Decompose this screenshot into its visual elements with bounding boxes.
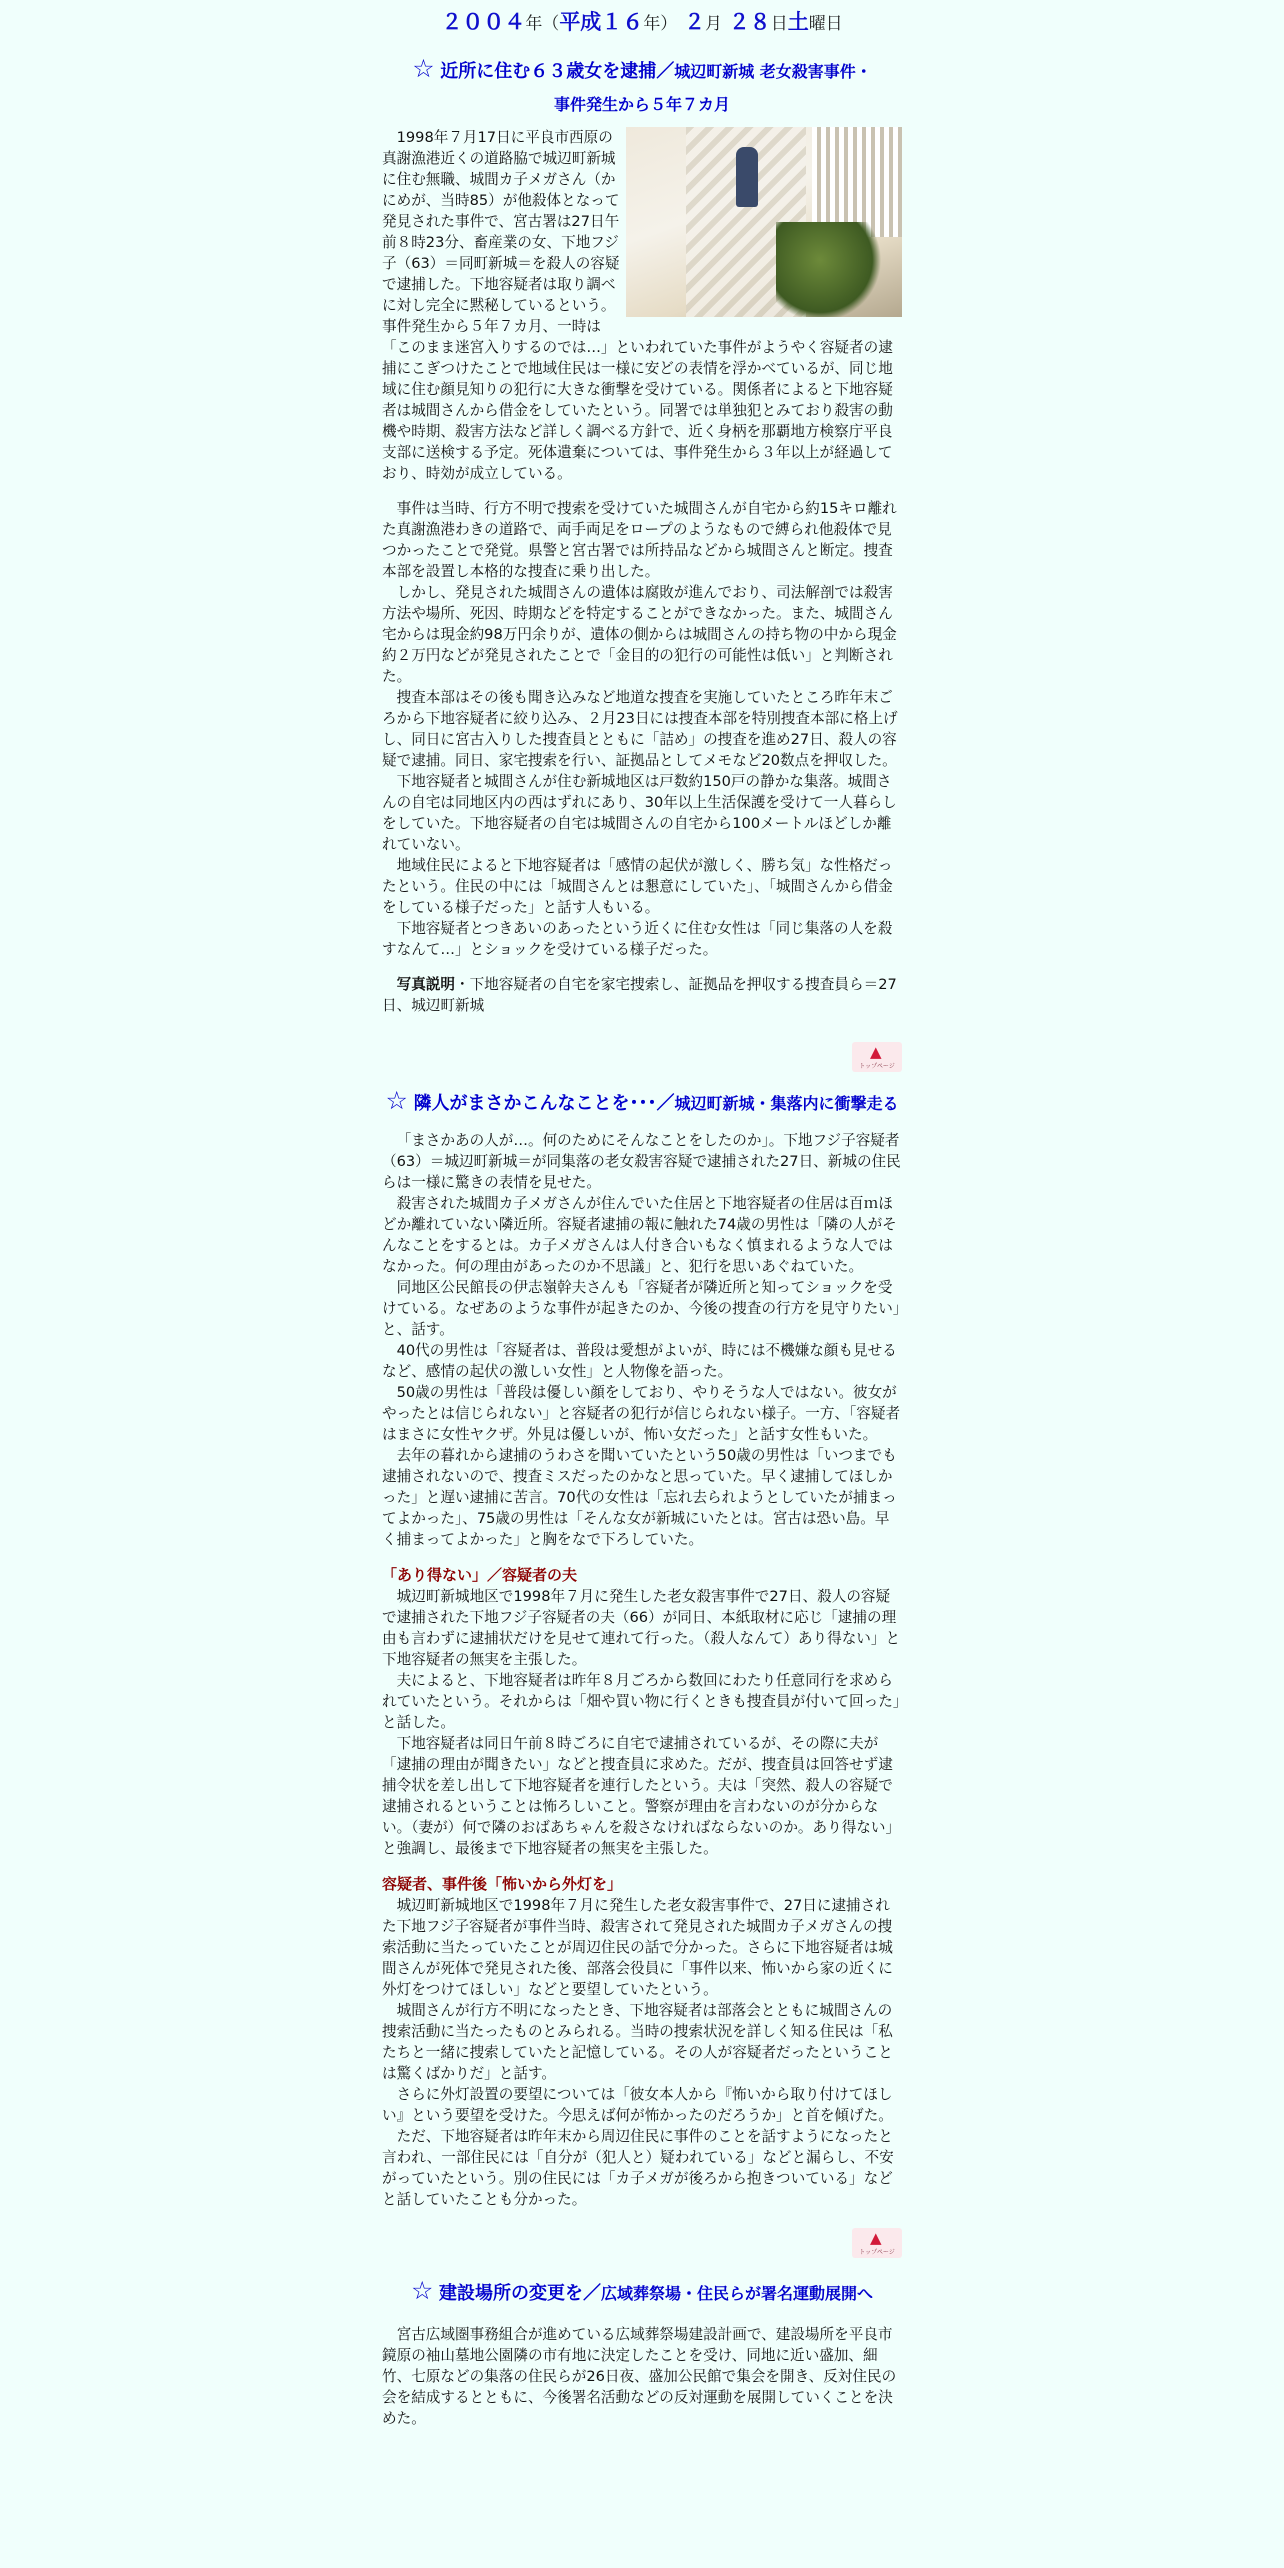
article1-paragraph: 地域住民によると下地容疑者は「感情の起伏が激しく、勝ち気」な性格だったという。住民の中には「城間さんとは懇意にしていた」、「城間さんから借金をしている様子だった」と話す人もいる。 <box>382 857 893 916</box>
article1-photo <box>626 127 902 317</box>
date-day: ２８ <box>728 10 771 34</box>
page-column <box>382 0 902 2429</box>
date-era-mark: 年） <box>643 14 678 34</box>
article2-sub2-paragraph: さらに外灯設置の要望については「彼女本人から『怖いから取り付けてほしい』という要望を受けた。今思えば何が怖かったのだろうか」と首を傾げた。 <box>382 2086 893 2124</box>
article2-sub2-paragraph: ただ、下地容疑者は昨年末から周辺住民に事件のことを話すようになったと言われ、一部住民には「自分が（犯人と）疑われている」などと漏らし、不安がっていたという。別の住民には「カ子メガが後ろから抱きついている」などと話していたことも分かった。 <box>382 2128 894 2208</box>
date-year-mark: 年（ <box>525 14 560 34</box>
article2-subheading-1: 「あり得ない」／容疑者の夫 <box>382 1566 578 1584</box>
article1-headline-rest: 城辺町新城 老女殺害事件・ <box>674 62 872 81</box>
article2-subheading-2: 容疑者、事件後「怖いから外灯を」 <box>382 1875 623 1893</box>
article1-headline <box>382 56 902 84</box>
top-page-button[interactable] <box>852 1042 902 1072</box>
article3-body <box>382 2324 902 2429</box>
star-icon: ☆ <box>412 54 435 83</box>
article1-paragraph: 捜査本部はその後も聞き込みなど地道な捜査を実施していたところ昨年末ごろから下地容疑者に絞り込み、２月23日には捜査本部を特別捜査本部に格上げし、同日に宮古入りした捜査員とともに「詰め」の捜査を進め27日、殺人の容疑で逮捕。同日、家宅捜索を行い、証拠品としてメモなど20数点を押収した。 <box>382 689 898 769</box>
article1-body <box>382 127 902 1016</box>
date-line <box>382 0 902 36</box>
flame-icon: ▲ <box>870 1043 882 1061</box>
flame-icon: ▲ <box>870 2229 882 2247</box>
article2-sub1-paragraph: 下地容疑者は同日午前８時ごろに自宅で逮捕されているが、その際に夫が「逮捕の理由が聞きたい」などと捜査員に求めた。だが、捜査員は回答せず逮捕令状を差し出して下地容疑者を連行したという。夫は「突然、殺人の容疑で逮捕されるということは怖ろしいこと。警察が理由を言わないのが分からない。（妻が）何で隣のおばあちゃんを殺さなければならないのか。あり得ない」と強調し、最後まで下地容疑者の無実を主張した。 <box>382 1735 901 1857</box>
article2-headline <box>382 1088 902 1116</box>
caption-text: ・下地容疑者の自宅を家宅捜索し、証拠品を押収する捜査員ら＝27日、城辺町新城 <box>382 976 897 1014</box>
star-icon: ☆ <box>410 2276 434 2305</box>
article2-body <box>382 1130 902 2210</box>
article2-paragraph: 殺害された城間カ子メガさんが住んでいた住居と下地容疑者の住居は百ｍほどか離れていない隣近所。容疑者逮捕の報に触れた74歳の男性は「隣の人がそんなことをするとは。カ子メガさんは人付き合いもなく慎まれるような人ではなかった。何の理由があったのか不思議」と、犯行を思いあぐねていた。 <box>382 1195 897 1275</box>
article2-headline-main: 隣人がまさかこんなことを･･･／ <box>413 1093 675 1114</box>
article2-sub2-paragraph: 城辺町新城地区で1998年７月に発生した老女殺害事件で、27日に逮捕された下地フジ子容疑者が事件当時、殺害されて発見された城間カ子メガさんの捜索活動に当たっていたことが周辺住民の話で分かった。さらに下地容疑者は城間さんが死体で発見された後、部落会役員に「事件以来、怖いから家の近くに外灯をつけてほしい」などと要望していたという。 <box>382 1897 893 1998</box>
date-weekday: 土 <box>787 10 809 34</box>
article2-headline-rest: 城辺町新城・集落内に衝撃走る <box>674 1094 899 1113</box>
date-era: 平成１６ <box>559 10 644 34</box>
top-page-label: トップページ <box>859 2249 895 2256</box>
date-year: ２００４ <box>441 10 526 34</box>
article2-paragraph: 同地区公民館長の伊志嶺幹夫さんも「容疑者が隣近所と知ってショックを受けている。なぜあのような事件が起きたのか、今後の捜査の行方を見守りたい」と、話す。 <box>382 1279 901 1338</box>
article2-paragraph: 去年の暮れから逮捕のうわさを聞いていたという50歳の男性は「いつまでも逮捕されないので、捜査ミスだったのかなと思っていた。早く逮捕してほしかった」と遅い逮捕に苦言。70代の女性は「忘れ去られようとしていたが捕まってよかった」、75歳の男性は「そんな女が新城にいたとは。宮古は恐い島。早く捕まってよかった」と胸をなで下ろしていた。 <box>382 1447 897 1548</box>
date-day-mark: 日 <box>770 14 788 34</box>
date-month-mark: 月 <box>705 14 722 34</box>
caption-label: 写真説明 <box>396 976 455 993</box>
photo-caption <box>382 974 902 1016</box>
article2-sub2-paragraph: 城間さんが行方不明になったとき、下地容疑者は部落会とともに城間さんの捜索活動に当たったものとみられる。当時の捜索状況を詳しく知る住民は「私たちと一緒に捜索していたと記憶している。その人が容疑者だったということは驚くばかりだ」と話す。 <box>382 2002 893 2082</box>
article3-headline-rest: 広域葬祭場・住民らが署名運動展開へ <box>600 2284 873 2303</box>
top-page-label: トップページ <box>859 1063 895 1070</box>
article1-headline-line2: 事件発生から５年７カ月 <box>553 95 730 114</box>
date-weekday-mark: 曜日 <box>808 14 843 34</box>
date-month: ２ <box>684 10 705 34</box>
article1-paragraph: 事件は当時、行方不明で捜索を受けていた城間さんが自宅から約15キロ離れた真謝漁港わきの道路で、両手両足をロープのようなもので縛られ他殺体で見つかったことで発覚。県警と宮古署では所持品などから城間さんと断定。捜査本部を設置し本格的な捜査に乗り出した。 <box>382 500 897 580</box>
star-icon: ☆ <box>385 1086 408 1115</box>
article1-paragraph: しかし、発見された城間さんの遺体は腐敗が進んでおり、司法解剖では殺害方法や場所、死因、時期などを特定することができなかった。また、城間さん宅からは現金約98万円余りが、遺体の側からは城間さんの持ち物の中から現金約２万円などが発見されたことで「金目的の犯行の可能性は低い」と判断された。 <box>382 584 897 685</box>
article1-paragraph: 1998年７月17日に平良市西原の真謝漁港近くの道路脇で城辺町新城に住む無職、城間カ子メガさん（かにめが、当時85）が他殺体となって発見された事件で、宮古署は27日午前８時23分、畜産業の女、下地フジ子（63）＝同町新城＝を殺人の容疑で逮捕した。下地容疑者は取り調べに対し完全に黙秘しているという。事件発生から５年７カ月、一時は「このまま迷宮入りするのでは…」といわれていた事件がようやく容疑者の逮捕にこぎつけたことで地域住民は一様に安どの表情を浮かべているが、同じ地域に住む顔見知りの犯行に大きな衝撃を受けている。関係者によると下地容疑者は城間さんから借金をしていたという。同署では単独犯とみており殺害の動機や時期、殺害方法など詳しく調べる方針で、近く身柄を那覇地方検察庁平良支部に送検する予定。死体遺棄については、事件発生から３年以上が経過しており、時効が成立している。 <box>382 129 893 482</box>
article2-sub1-paragraph: 夫によると、下地容疑者は昨年８月ごろから数回にわたり任意同行を求められていたという。それからは「畑や買い物に行くときも捜査員が付いて回った」と話した。 <box>382 1672 901 1731</box>
article1-headline-main: 近所に住む６３歳女を逮捕／ <box>440 61 675 82</box>
article3-paragraph: 宮古広域圏事務組合が進めている広域葬祭場建設計画で、建設場所を平良市鏡原の袖山墓地公園隣の市有地に決定したことを受け、同地に近い盛加、細竹、七原などの集落の住民らが26日夜、盛加公民館で集会を開き、反対住民の会を結成するとともに、今後署名活動などの反対運動を展開していくことを決めた。 <box>382 2326 897 2427</box>
article2-paragraph: 「まさかあの人が…。何のためにそんなことをしたのか」。下地フジ子容疑者（63）＝城辺町新城＝が同集落の老女殺害容疑で逮捕された27日、新城の住民らは一様に驚きの表情を見せた。 <box>382 1132 901 1191</box>
article3-headline-main: 建設場所の変更を／ <box>438 2283 601 2304</box>
article2-paragraph: 40代の男性は「容疑者は、普段は愛想がよいが、時には不機嫌な顔も見せるなど、感情の起伏の激しい女性」と人物像を語った。 <box>382 1342 897 1380</box>
article1-paragraph: 下地容疑者と城間さんが住む新城地区は戸数約150戸の静かな集落。城間さんの自宅は同地区内の西はずれにあり、30年以上生活保護を受けて一人暮らしをしていた。下地容疑者の自宅は城間さんの自宅から100メートルほどしか離れていない。 <box>382 773 897 853</box>
top-page-button[interactable] <box>852 2228 902 2258</box>
article2-sub1-paragraph: 城辺町新城地区で1998年７月に発生した老女殺害事件で27日、殺人の容疑で逮捕された下地フジ子容疑者の夫（66）が同日、本紙取材に応じ「逮捕の理由も言わずに逮捕状だけを見せて連れて行った。（殺人なんて）あり得ない」と下地容疑者の無実を主張した。 <box>382 1588 901 1668</box>
article3-headline <box>382 2278 902 2306</box>
article1-paragraph: 下地容疑者とつきあいのあったという近くに住む女性は「同じ集落の人を殺すなんて…」とショックを受けている様子だった。 <box>382 920 893 958</box>
article2-paragraph: 50歳の男性は「普段は優しい顔をしており、やりそうな人ではない。彼女がやったとは信じられない」と容疑者の犯行が信じられない様子。一方、「容疑者はまさに女性ヤクザ。外見は優しいが、怖い女だった」と話す女性もいた。 <box>382 1384 901 1443</box>
